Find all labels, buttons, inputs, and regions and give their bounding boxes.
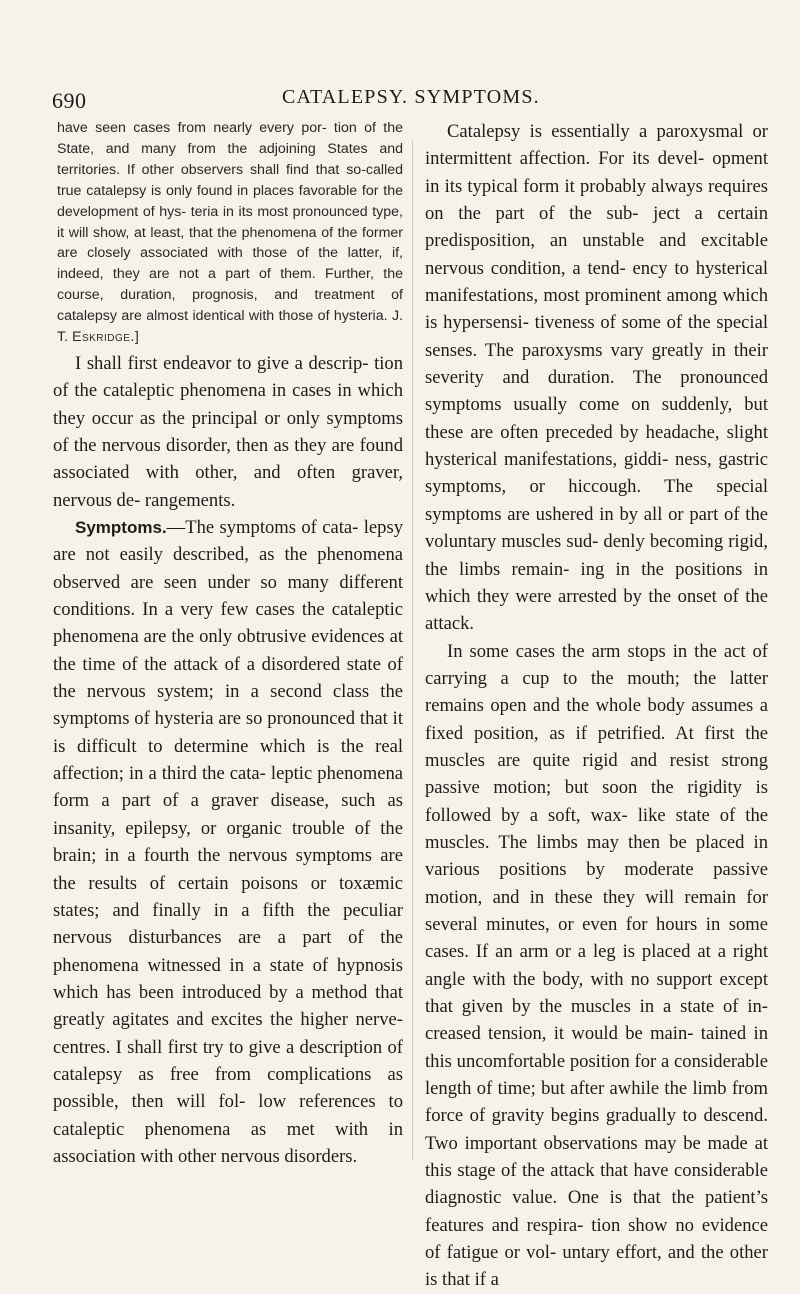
footnote-author: Eskridge.] bbox=[72, 329, 140, 346]
paragraph-symptoms-text: —The symptoms of cata- lepsy are not easily described, as the phenomena observed are seen under so many different conditions. In a very few cases the cataleptic phenomena are the only obtrusive evidences at the time of the attack of a disordered state of the nervous system; in a second class the symptoms of hysteria are so pronounced that it is difficult to determine which is the real affection; in a third the cata- leptic phenomena form a part of a graver disease, such as insanity, epilepsy, or organic trouble of the brain; in a fourth the nervous symptoms are the results of certain poisons or toxæmic states; and finally in a fifth the peculiar nervous disturbances are a part of the phenomena witnessed in a state of hypnosis which has been introduced by a method that greatly agitates and excites the higher nerve-centres. I shall first try to give a description of catalepsy as free from complications as possible, then will fol- low references to cataleptic phenomena as met with in association with other nervous disorders. bbox=[53, 517, 403, 1167]
paragraph-intro: I shall first endeavor to give a descrip- tion of the cataleptic phenomena in cases in which they occur as the principal or only symptoms of the nervous disorder, then as they are found associated with other, and often graver, nervous de- rangements. bbox=[53, 352, 403, 511]
footnote-text: have seen cases from nearly every por- tion of the State, and many from the adjoining States and territories. If other observers shall find that so-called true catalepsy is only found in places favorable for the development of hys- teria in its most pronounced type, it will show, at least, that the phenomena of the former are closely associated with those of the latter, if, indeed, they are not a part of them. Further, the course, duration, prognosis, and treatment of catalepsy are almost identical with those of hysteria. J. T. bbox=[57, 120, 403, 346]
section-heading: Symptoms. bbox=[75, 518, 167, 538]
right-column bbox=[425, 118, 768, 1294]
footnote bbox=[57, 118, 403, 348]
paragraph-arm-stops: In some cases the arm stops in the act of carrying a cup to the mouth; the latter remains open and the whole body assumes a fixed position, as if petrified. At first the muscles are quite rigid and resist strong passive motion; but soon the rigidity is followed by a soft, wax- like state of the muscles. The limbs may then be placed in various positions by moderate passive motion, and in these they will remain for several minutes, or even for hours in some cases. If an arm or a leg is placed at a right angle with the body, with no support except that given by the muscles in a state of in- creased tension, it would be main- tained in this uncomfortable position for a considerable length of time; but after awhile the limb from force of gravity begins gradually to descend. Two important observations may be made at this stage of the attack that have considerable diagnostic value. One is that the patient’s features and respira- tion show no evidence of fatigue or vol- untary effort, and the other is that if a bbox=[425, 640, 768, 1291]
page-header bbox=[52, 88, 752, 118]
running-head: CATALEPSY. SYMPTOMS. bbox=[282, 86, 540, 108]
paragraph-paroxysmal: Catalepsy is essentially a paroxysmal or intermittent affection. For its devel- opment in its typical form it probably always requires on the part of the sub- ject a certain predisposition, an unstable and excitable nervous condition, a tend- ency to hysterical manifestations, most prominent among which is hypersensi- tiveness of some of the special senses. The paroxysms vary greatly in their severity and duration. The pronounced symptoms usually come on suddenly, but these are often preceded by headache, slight hysterical manifestations, giddi- ness, gastric symptoms, or hiccough. The special symptoms are ushered in by all or part of the voluntary muscles sud- denly becoming rigid, the limbs remain- ing in the positions in which they were arrested by the onset of the attack. bbox=[425, 121, 768, 635]
page-number: 690 bbox=[52, 88, 87, 113]
column-divider bbox=[412, 140, 413, 1160]
paragraph-symptoms bbox=[53, 514, 403, 1170]
left-column bbox=[53, 118, 403, 1170]
